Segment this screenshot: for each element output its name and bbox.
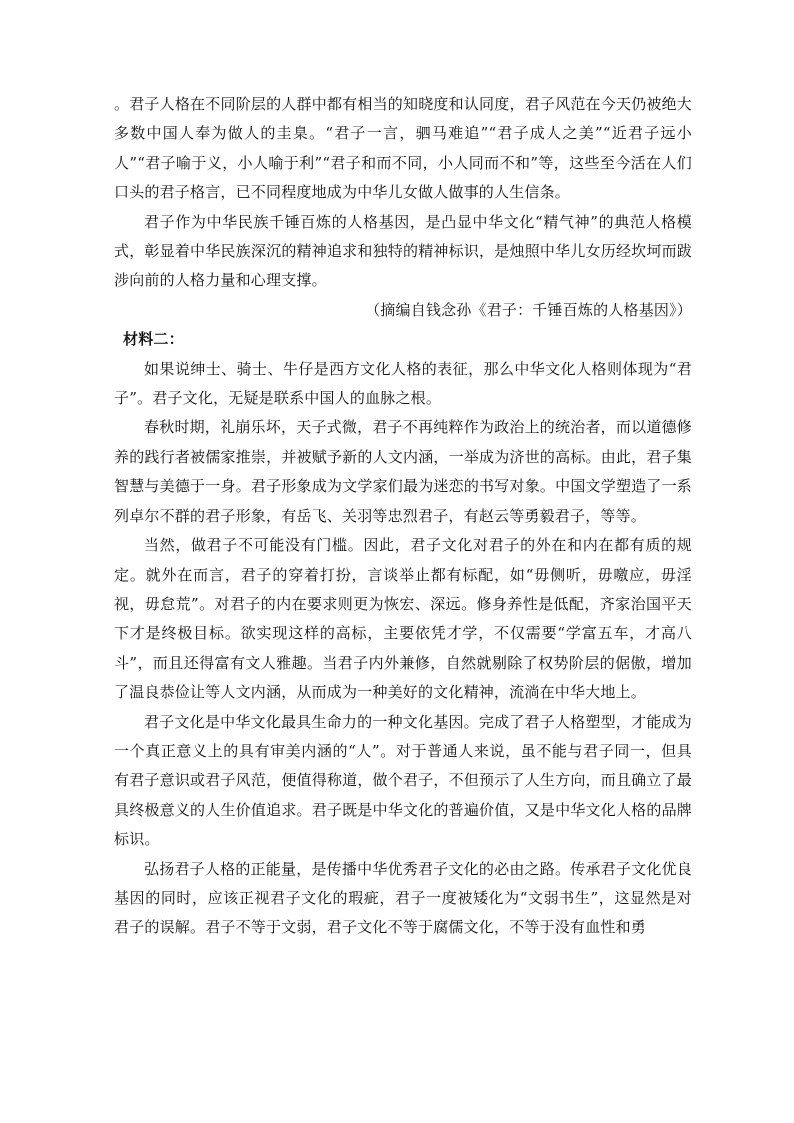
paragraph-7: 弘扬君子人格的正能量，是传播中华优秀君子文化的必由之路。传承君子文化优良基因的同时，应该正视君子文化的瑕疵，君子一度被矮化为“文弱书生”，这显然是对君子的误解。君子不等于文弱，君子文化不等于腐儒文化，不等于没有血性和勇 bbox=[114, 859, 692, 937]
paragraph-1: 。君子人格在不同阶层的人群中都有相当的知晓度和认同度，君子风范在今天仍被绝大多数中国人奉为做人的圭臬。“君子一言，驷马难追”“君子成人之美”“近君子远小人”“君子喻于义，小人喻于利”“君子和而不同，小人同而不和”等，这些至今活在人们口头的君子格言，已不同程度地成为中华儿女做人做事的人生信条。 bbox=[114, 95, 692, 202]
article-body bbox=[114, 90, 692, 943]
section-heading-material-2: 材料二： bbox=[123, 330, 184, 349]
paragraph-4: 春秋时期，礼崩乐坏，天子式微，君子不再纯粹作为政治上的统治者，而以道德修养的践行者被儒家推崇，并被赋予新的人文内涵，一举成为济世的高标。由此，君子集智慧与美德于一身。君子形象成为文学家们最为迷恋的书写对象。中国文学塑造了一系列卓尔不群的君子形象，有岳飞、关羽等忠烈君子，有赵云等勇毅君子，等等。 bbox=[114, 418, 692, 525]
paragraph-3: 如果说绅士、骑士、牛仔是西方文化人格的表征，那么中华文化人格则体现为“君子”。君子文化，无疑是联系中国人的血脉之根。 bbox=[114, 359, 692, 408]
paragraph-2: 君子作为中华民族千锤百炼的人格基因，是凸显中华文化“精气神”的典范人格模式，彰显着中华民族深沉的精神追求和独特的精神标识，是烛照中华儿女历经坎坷而跋涉向前的人格力量和心理支撑。 bbox=[114, 212, 692, 290]
paragraph-5: 当然，做君子不可能没有门槛。因此，君子文化对君子的外在和内在都有质的规定。就外在而言，君子的穿着打扮，言谈举止都有标配，如“毋侧听，毋噭应，毋淫视，毋怠荒”。对君子的内在要求则更为恢宏、深远。修身养性是低配，齐家治国平天下才是终极目标。欲实现这样的高标，主要依凭才学，不仅需要“学富五车，才高八斗”，而且还得富有文人雅趣。当君子内外兼修，自然就剔除了权势阶层的倨傲，增加了温良恭俭让等人文内涵，从而成为一种美好的文化精神，流淌在中华大地上。 bbox=[114, 536, 692, 702]
paragraph-6: 君子文化是中华文化最具生命力的一种文化基因。完成了君子人格塑型，才能成为一个真正意义上的具有审美内涵的“人”。对于普通人来说，虽不能与君子同一，但具有君子意识或君子风范，便值得称道，做个君子，不但预示了人生方向，而且确立了最具终极意义的人生价值追求。君子既是中华文化的普遍价值，又是中华文化人格的品牌标识。 bbox=[114, 712, 692, 849]
source-citation: （摘编自钱念孙《君子：千锤百炼的人格基因》） bbox=[365, 300, 692, 319]
